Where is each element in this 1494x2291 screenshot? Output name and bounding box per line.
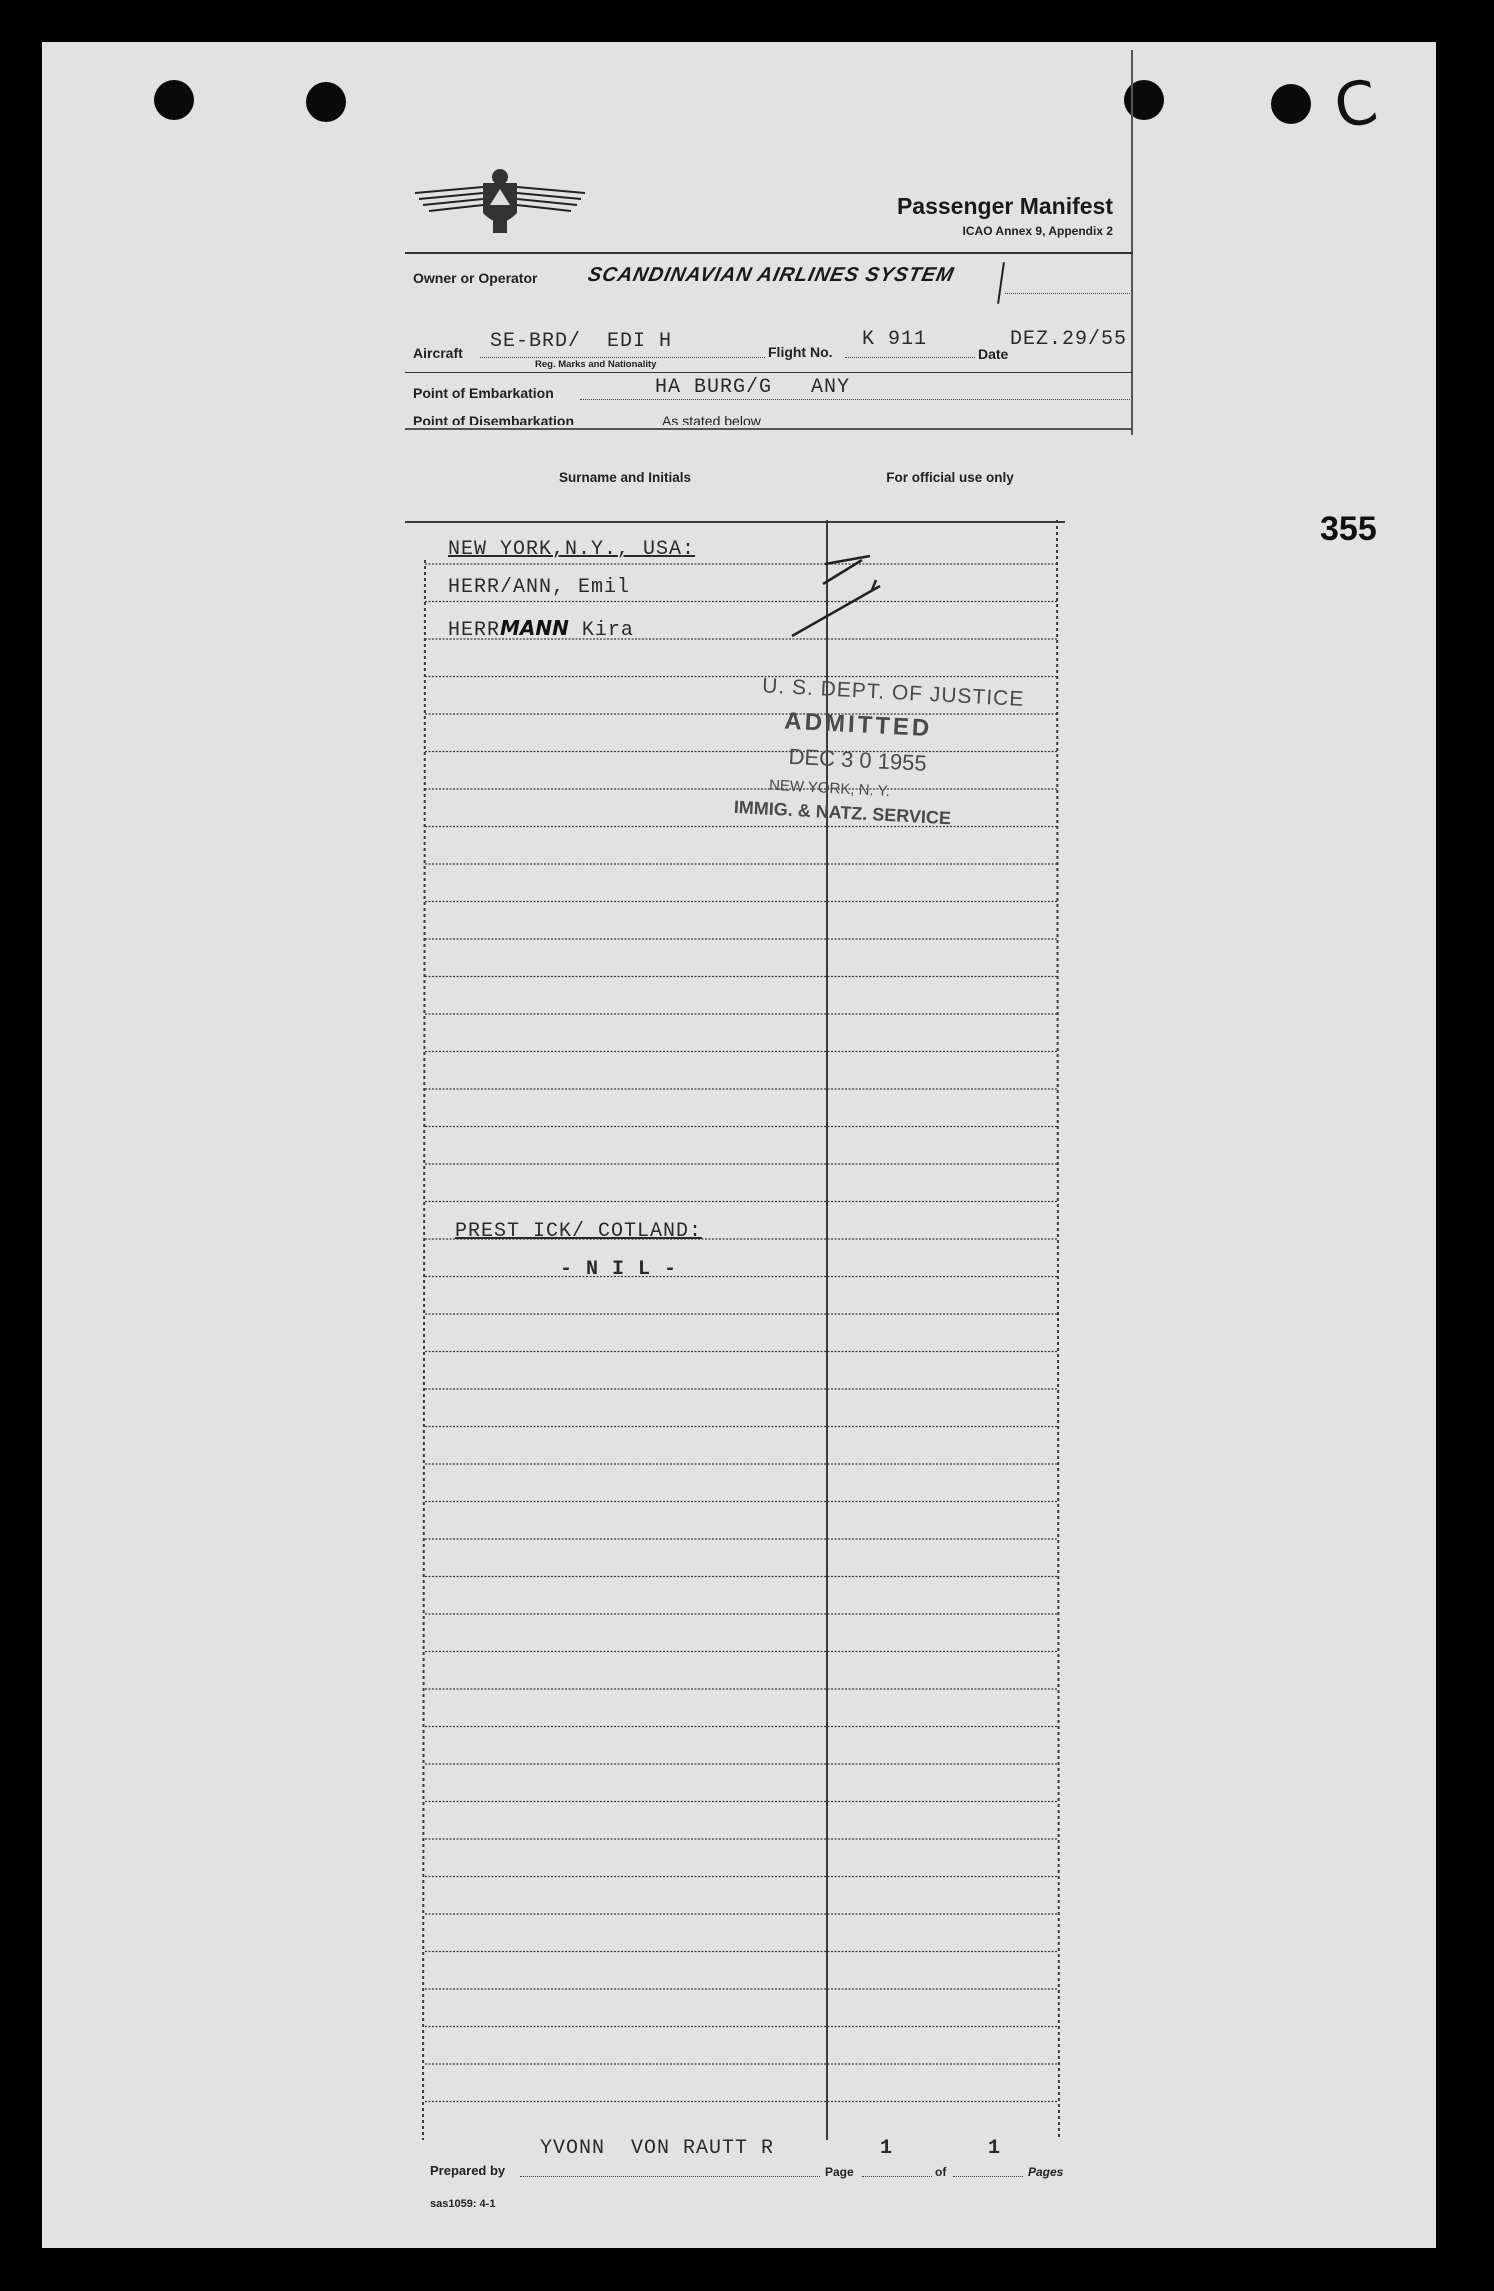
table-right-edge — [1057, 520, 1059, 2140]
aircraft-line — [480, 357, 765, 358]
date-label: Date — [978, 346, 1009, 362]
airline-logo-icon — [405, 165, 595, 245]
disembark-value: As stated below — [662, 413, 761, 425]
date-value: DEZ.29/55 — [1010, 328, 1128, 351]
prepared-by-value: YVONN VON RAUTT R — [540, 2137, 775, 2160]
header-rule — [405, 252, 1133, 254]
flight-label: Flight No. — [768, 344, 833, 360]
header-edge — [1131, 50, 1133, 435]
name-suffix: Kira — [568, 619, 634, 642]
stamp-line: ADMITTED — [783, 707, 933, 743]
prepared-by-label: Prepared by — [430, 2163, 506, 2178]
disembark-label: Point of Disembarkation — [413, 413, 575, 425]
section-heading-prestwick: PREST ICK/ COTLAND: — [455, 1220, 703, 1243]
flight-line — [845, 357, 975, 358]
owner-value: SCANDINAVIAN AIRLINES SYSTEM — [585, 264, 957, 286]
check-mark-icon — [790, 550, 910, 650]
of-line — [953, 2176, 1023, 2177]
aircraft-sublabel: Reg. Marks and Nationality — [535, 359, 657, 370]
col-header-official: For official use only — [886, 470, 1014, 485]
pages-label: Pages — [1028, 2165, 1064, 2179]
name-handwritten: MANN — [500, 616, 569, 640]
page-count-value: 1 — [988, 2137, 1002, 2160]
passenger-name: HERR/ANN, Emil — [448, 576, 631, 599]
page-number: 355 — [1320, 510, 1377, 548]
punch-hole — [154, 80, 194, 120]
passenger-name — [448, 616, 634, 642]
embark-line — [580, 399, 1130, 400]
of-label: of — [935, 2165, 947, 2179]
page-line — [862, 2176, 932, 2177]
admitted-stamp — [725, 673, 1025, 867]
prepared-by-line — [520, 2176, 820, 2177]
form-subtitle: ICAO Annex 9, Appendix 2 — [962, 224, 1113, 238]
form-code: sas1059: 4-1 — [430, 2198, 496, 2210]
page-label: Page — [825, 2165, 854, 2179]
header-bottom-rule — [405, 428, 1133, 430]
col-header-surname: Surname and Initials — [558, 470, 692, 485]
owner-line — [1005, 293, 1130, 294]
punch-hole — [1271, 84, 1311, 124]
header-rule — [405, 372, 1133, 373]
section-nil: - N I L - — [560, 1258, 678, 1281]
flight-value: K 911 — [862, 328, 928, 351]
embark-label: Point of Embarkation — [413, 385, 554, 401]
form-title: Passenger Manifest — [896, 193, 1113, 219]
punch-hole — [306, 82, 346, 122]
stamp-line: NEW YORK, N. Y. — [768, 776, 891, 801]
stamp-line: DEC 3 0 1955 — [787, 743, 928, 776]
name-prefix: HERR — [448, 619, 501, 642]
table-left-edge — [423, 560, 425, 2140]
stamp-line: IMMIG. & NATZ. SERVICE — [733, 796, 952, 829]
punch-hole — [1124, 80, 1164, 120]
margin-note: C — [1329, 66, 1383, 144]
section-heading-newyork: NEW YORK,N.Y., USA: — [448, 538, 696, 561]
page-value: 1 — [880, 2137, 894, 2160]
stamp-line: U. S. DEPT. OF JUSTICE — [761, 674, 1025, 711]
aircraft-label: Aircraft — [413, 345, 463, 361]
owner-label: Owner or Operator — [413, 270, 538, 286]
embark-value: HA BURG/G ANY — [655, 376, 851, 399]
aircraft-value: SE-BRD/ EDI H — [490, 330, 673, 353]
